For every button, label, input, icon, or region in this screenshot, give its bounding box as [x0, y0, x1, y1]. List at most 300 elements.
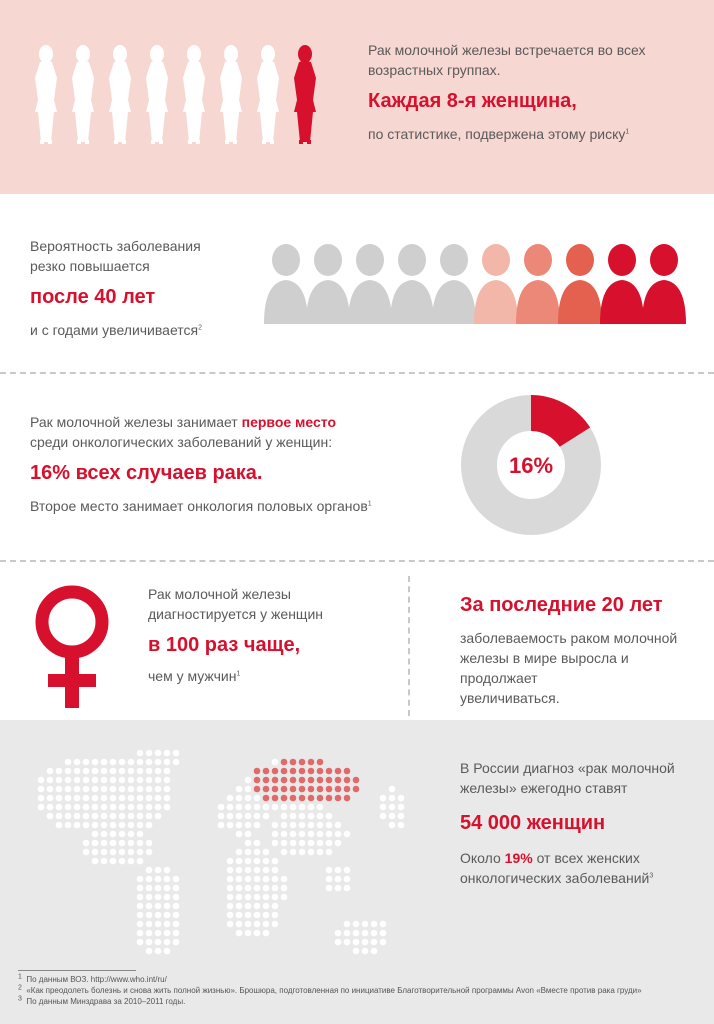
map-dot	[263, 921, 270, 928]
map-dot	[245, 912, 252, 919]
map-dot	[227, 822, 234, 829]
map-dot	[353, 930, 360, 937]
map-dot-russia	[299, 777, 306, 784]
map-dot	[164, 750, 171, 757]
map-dot	[380, 804, 387, 811]
map-dot	[92, 786, 99, 793]
map-dot	[137, 912, 144, 919]
map-dot	[335, 930, 342, 937]
map-dot	[155, 813, 162, 820]
map-dot	[146, 786, 153, 793]
map-dot	[155, 939, 162, 946]
map-dot	[245, 831, 252, 838]
map-dot	[236, 903, 243, 910]
footnote-1: $^1$ По данным ВОЗ. http://www.who.int/ru/	[18, 973, 167, 984]
map-dot	[299, 849, 306, 856]
map-dot	[146, 777, 153, 784]
map-dot	[254, 822, 261, 829]
map-dot	[290, 831, 297, 838]
map-dot	[110, 849, 117, 856]
map-dot	[146, 948, 153, 955]
map-dot	[272, 831, 279, 838]
map-dot	[146, 759, 153, 766]
map-dot	[83, 804, 90, 811]
map-dot-russia	[272, 768, 279, 775]
map-dot	[173, 876, 180, 883]
map-dot	[299, 804, 306, 811]
map-dot	[74, 804, 81, 811]
s1-headline: Каждая 8-я женщина,	[368, 90, 577, 112]
map-dot	[344, 876, 351, 883]
map-dot	[155, 894, 162, 901]
map-dot	[281, 822, 288, 829]
map-dot	[128, 858, 135, 865]
map-dot	[272, 921, 279, 928]
map-dot-russia	[326, 777, 333, 784]
s4-right-line2: железы в мире выросла и продолжает	[460, 650, 629, 686]
map-dot-russia	[308, 759, 315, 766]
map-dot	[128, 840, 135, 847]
map-dot	[389, 786, 396, 793]
map-dot	[236, 885, 243, 892]
map-dot-russia	[353, 777, 360, 784]
map-dot	[398, 822, 405, 829]
map-dot	[236, 804, 243, 811]
map-dot	[254, 840, 261, 847]
map-dot	[83, 840, 90, 847]
map-dot	[164, 777, 171, 784]
map-dot	[119, 768, 126, 775]
map-dot	[254, 858, 261, 865]
map-dot	[119, 840, 126, 847]
section-every-8th-woman	[0, 0, 714, 194]
map-dot	[245, 777, 252, 784]
map-dot	[263, 804, 270, 811]
map-dot	[344, 867, 351, 874]
map-dot	[155, 795, 162, 802]
map-dot	[155, 948, 162, 955]
map-dot	[164, 921, 171, 928]
s3-text-line2: среди онкологических заболеваний у женщин:	[30, 434, 333, 450]
map-dot-russia	[290, 777, 297, 784]
map-dot	[245, 930, 252, 937]
s1-subtext: по статистике, подвержена этому риску$^1$	[368, 126, 630, 142]
map-dot	[173, 894, 180, 901]
s5-text-line3: Около 19% от всех женских	[460, 850, 640, 866]
map-dot	[326, 885, 333, 892]
map-dot	[254, 930, 261, 937]
map-dot	[236, 858, 243, 865]
map-dot	[137, 885, 144, 892]
map-dot	[110, 759, 117, 766]
map-dot	[110, 858, 117, 865]
map-dot	[236, 867, 243, 874]
map-dot	[128, 786, 135, 793]
map-dot	[218, 804, 225, 811]
map-dot	[155, 777, 162, 784]
female-symbol-icon	[18, 574, 128, 714]
map-dot	[83, 786, 90, 793]
woman-silhouette	[294, 45, 316, 144]
map-dot-russia	[299, 786, 306, 793]
map-dot	[308, 840, 315, 847]
map-dot	[254, 903, 261, 910]
map-dot	[389, 795, 396, 802]
vertical-divider	[408, 576, 410, 716]
map-dot	[56, 768, 63, 775]
map-dot	[110, 804, 117, 811]
map-dot	[128, 831, 135, 838]
map-dot	[137, 795, 144, 802]
woman-silhouette	[183, 45, 205, 144]
map-dot	[245, 813, 252, 820]
map-dot-russia	[299, 759, 306, 766]
map-dot	[164, 903, 171, 910]
map-dot	[56, 804, 63, 811]
map-dot	[155, 759, 162, 766]
map-dot-russia	[317, 786, 324, 793]
map-dot	[101, 804, 108, 811]
map-dot	[101, 831, 108, 838]
map-dot-russia	[281, 768, 288, 775]
footnotes	[18, 970, 642, 1007]
map-dot	[227, 885, 234, 892]
map-dot	[83, 795, 90, 802]
map-dot	[74, 822, 81, 829]
map-dot	[56, 786, 63, 793]
map-dot	[272, 894, 279, 901]
map-dot	[146, 885, 153, 892]
map-dot	[119, 777, 126, 784]
s2-subtext: и с годами увеличивается$^2$	[30, 322, 203, 338]
map-dot	[137, 903, 144, 910]
map-dot	[317, 822, 324, 829]
map-dot	[272, 867, 279, 874]
s4-headline: в 100 раз чаще,	[148, 634, 301, 656]
map-dot	[74, 786, 81, 793]
map-dot	[173, 759, 180, 766]
world-dot-map	[8, 740, 428, 980]
map-dot	[83, 813, 90, 820]
map-dot	[65, 795, 72, 802]
map-dot	[137, 804, 144, 811]
map-dot	[146, 912, 153, 919]
map-dot	[263, 867, 270, 874]
woman-silhouette	[109, 45, 131, 144]
map-dot	[47, 768, 54, 775]
map-dot	[335, 885, 342, 892]
map-dot	[380, 930, 387, 937]
map-dot	[398, 795, 405, 802]
map-dot	[173, 903, 180, 910]
donut-label: 16%	[508, 453, 554, 478]
map-dot	[137, 768, 144, 775]
map-dot	[263, 849, 270, 856]
map-dot	[389, 813, 396, 820]
map-dot	[173, 750, 180, 757]
map-dot	[65, 768, 72, 775]
map-dot	[227, 867, 234, 874]
map-dot	[236, 813, 243, 820]
map-dot	[56, 795, 63, 802]
map-dot	[128, 849, 135, 856]
age-bust	[390, 244, 434, 324]
age-bust	[600, 244, 644, 324]
map-dot	[155, 921, 162, 928]
map-dot	[254, 795, 261, 802]
map-dot	[65, 777, 72, 784]
map-dot	[245, 867, 252, 874]
map-dot	[164, 948, 171, 955]
map-dot	[389, 822, 396, 829]
map-dot	[128, 822, 135, 829]
map-dot	[110, 840, 117, 847]
map-dot	[272, 858, 279, 865]
s3-subtext: Второе место занимает онкология половых органов$^1$	[30, 498, 372, 514]
map-dot	[326, 813, 333, 820]
map-dot	[290, 804, 297, 811]
map-dot	[254, 867, 261, 874]
s1-text-line2: возрастных группах.	[368, 62, 501, 78]
map-dot	[245, 876, 252, 883]
map-dot	[227, 894, 234, 901]
map-dot	[362, 939, 369, 946]
map-dot-russia	[299, 795, 306, 802]
s3-text-line1: Рак молочной железы занимает первое место	[30, 414, 337, 430]
map-dot	[146, 939, 153, 946]
map-dot-russia	[335, 768, 342, 775]
map-dot	[137, 822, 144, 829]
map-dot	[92, 831, 99, 838]
map-dot-russia	[263, 777, 270, 784]
section-after-40	[0, 194, 714, 372]
map-dot	[317, 804, 324, 811]
map-dot	[245, 840, 252, 847]
map-dot	[128, 759, 135, 766]
map-dot	[227, 858, 234, 865]
map-dot	[38, 786, 45, 793]
map-dot	[263, 858, 270, 865]
map-dot-russia	[353, 786, 360, 793]
donut-chart	[456, 390, 606, 540]
map-dot	[371, 930, 378, 937]
map-dot	[119, 813, 126, 820]
map-dot	[245, 894, 252, 901]
map-dot	[137, 759, 144, 766]
map-dot	[236, 894, 243, 901]
map-dot-russia	[308, 795, 315, 802]
map-dot	[362, 930, 369, 937]
map-dot	[308, 804, 315, 811]
map-dot	[299, 813, 306, 820]
map-dot	[245, 903, 252, 910]
map-dot	[272, 804, 279, 811]
map-dot	[272, 822, 279, 829]
map-dot	[254, 849, 261, 856]
map-dot	[83, 759, 90, 766]
map-dot	[47, 786, 54, 793]
footnote-3: $^3$ По данным Минздрава за 2010–2011 годы.	[18, 995, 186, 1006]
age-bust	[558, 244, 602, 324]
map-dot	[101, 858, 108, 865]
age-bust	[516, 244, 560, 324]
map-dot	[236, 822, 243, 829]
map-dot	[290, 849, 297, 856]
map-dot	[227, 795, 234, 802]
map-dot	[326, 876, 333, 883]
map-dot	[335, 831, 342, 838]
map-dot	[281, 840, 288, 847]
map-dot	[65, 759, 72, 766]
map-dot	[128, 777, 135, 784]
map-dot-russia	[281, 777, 288, 784]
s4-text-line2: диагностируется у женщин	[148, 606, 323, 622]
map-dot	[281, 849, 288, 856]
s2-headline: после 40 лет	[30, 286, 156, 308]
map-dot	[245, 849, 252, 856]
map-dot	[281, 894, 288, 901]
map-dot	[119, 786, 126, 793]
map-dot	[47, 795, 54, 802]
map-dot-russia	[272, 777, 279, 784]
map-dot-russia	[281, 759, 288, 766]
map-dot	[83, 777, 90, 784]
map-dot	[110, 831, 117, 838]
map-dot	[137, 777, 144, 784]
map-dot	[65, 813, 72, 820]
map-dot	[65, 804, 72, 811]
map-dot-russia	[308, 786, 315, 793]
map-dot	[128, 804, 135, 811]
map-dot	[326, 867, 333, 874]
map-dot	[119, 822, 126, 829]
s5-text-line4: онкологических заболеваний$^3$	[460, 870, 654, 886]
map-dot	[380, 813, 387, 820]
map-dot	[353, 948, 360, 955]
s4-right-line1: заболеваемость раком молочной	[460, 630, 678, 646]
s3-headline: 16% всех случаев рака.	[30, 462, 263, 484]
map-dot	[299, 822, 306, 829]
map-dot	[110, 768, 117, 775]
s5-text-line1: В России диагноз «рак молочной	[460, 760, 675, 776]
map-dot	[74, 768, 81, 775]
map-dot	[119, 849, 126, 856]
map-dot	[263, 885, 270, 892]
s2-text-line2: резко повышается	[30, 258, 150, 274]
map-dot	[101, 777, 108, 784]
map-dot	[380, 939, 387, 946]
age-bust	[348, 244, 392, 324]
map-dot	[101, 768, 108, 775]
map-dot-russia	[344, 786, 351, 793]
s1-text-line1: Рак молочной железы встречается во всех	[368, 42, 646, 58]
map-dot	[164, 867, 171, 874]
map-dot	[236, 831, 243, 838]
map-dot	[146, 903, 153, 910]
woman-silhouette	[146, 45, 168, 144]
map-dot	[254, 894, 261, 901]
woman-silhouette	[257, 45, 279, 144]
map-dot	[281, 831, 288, 838]
map-dot-russia	[290, 759, 297, 766]
map-dot	[110, 822, 117, 829]
map-dot	[353, 939, 360, 946]
map-dot-russia	[317, 759, 324, 766]
map-dot	[371, 939, 378, 946]
women-silhouettes-illustration	[20, 0, 350, 194]
map-dot	[164, 768, 171, 775]
map-dot	[164, 912, 171, 919]
map-dot	[245, 885, 252, 892]
map-dot	[146, 840, 153, 847]
age-bust	[306, 244, 350, 324]
map-dot	[344, 939, 351, 946]
map-dot	[227, 804, 234, 811]
map-dot	[326, 831, 333, 838]
map-dot	[128, 795, 135, 802]
map-dot	[218, 813, 225, 820]
map-dot-russia	[335, 795, 342, 802]
woman-silhouette	[72, 45, 94, 144]
map-dot	[263, 876, 270, 883]
map-dot	[92, 759, 99, 766]
age-busts-illustration	[262, 242, 702, 342]
map-dot	[146, 768, 153, 775]
map-dot	[47, 813, 54, 820]
map-dot	[146, 876, 153, 883]
map-dot	[38, 804, 45, 811]
s4-subtext: чем у мужчин$^1$	[148, 668, 241, 684]
map-dot	[137, 876, 144, 883]
map-dot	[245, 786, 252, 793]
map-dot-russia	[344, 768, 351, 775]
map-dot	[47, 777, 54, 784]
map-dot-russia	[317, 795, 324, 802]
map-dot	[227, 912, 234, 919]
map-dot	[317, 831, 324, 838]
map-dot	[119, 759, 126, 766]
map-dot	[164, 804, 171, 811]
map-dot	[119, 804, 126, 811]
map-dot	[371, 921, 378, 928]
map-dot	[119, 858, 126, 865]
map-dot	[254, 885, 261, 892]
map-dot	[92, 849, 99, 856]
map-dot	[335, 876, 342, 883]
map-dot	[173, 939, 180, 946]
map-dot	[92, 858, 99, 865]
map-dot-russia	[290, 795, 297, 802]
map-dot	[65, 822, 72, 829]
map-dot	[173, 885, 180, 892]
map-dot-russia	[281, 795, 288, 802]
map-dot	[353, 921, 360, 928]
map-dot	[83, 849, 90, 856]
map-dot	[290, 840, 297, 847]
map-dot	[299, 831, 306, 838]
map-dot	[380, 921, 387, 928]
map-dot	[398, 804, 405, 811]
map-dot	[344, 921, 351, 928]
map-dot-russia	[326, 795, 333, 802]
map-dot	[317, 840, 324, 847]
map-dot	[335, 867, 342, 874]
map-dot	[110, 786, 117, 793]
map-dot	[137, 858, 144, 865]
map-dot	[146, 930, 153, 937]
map-dot	[146, 813, 153, 820]
map-dot	[317, 849, 324, 856]
